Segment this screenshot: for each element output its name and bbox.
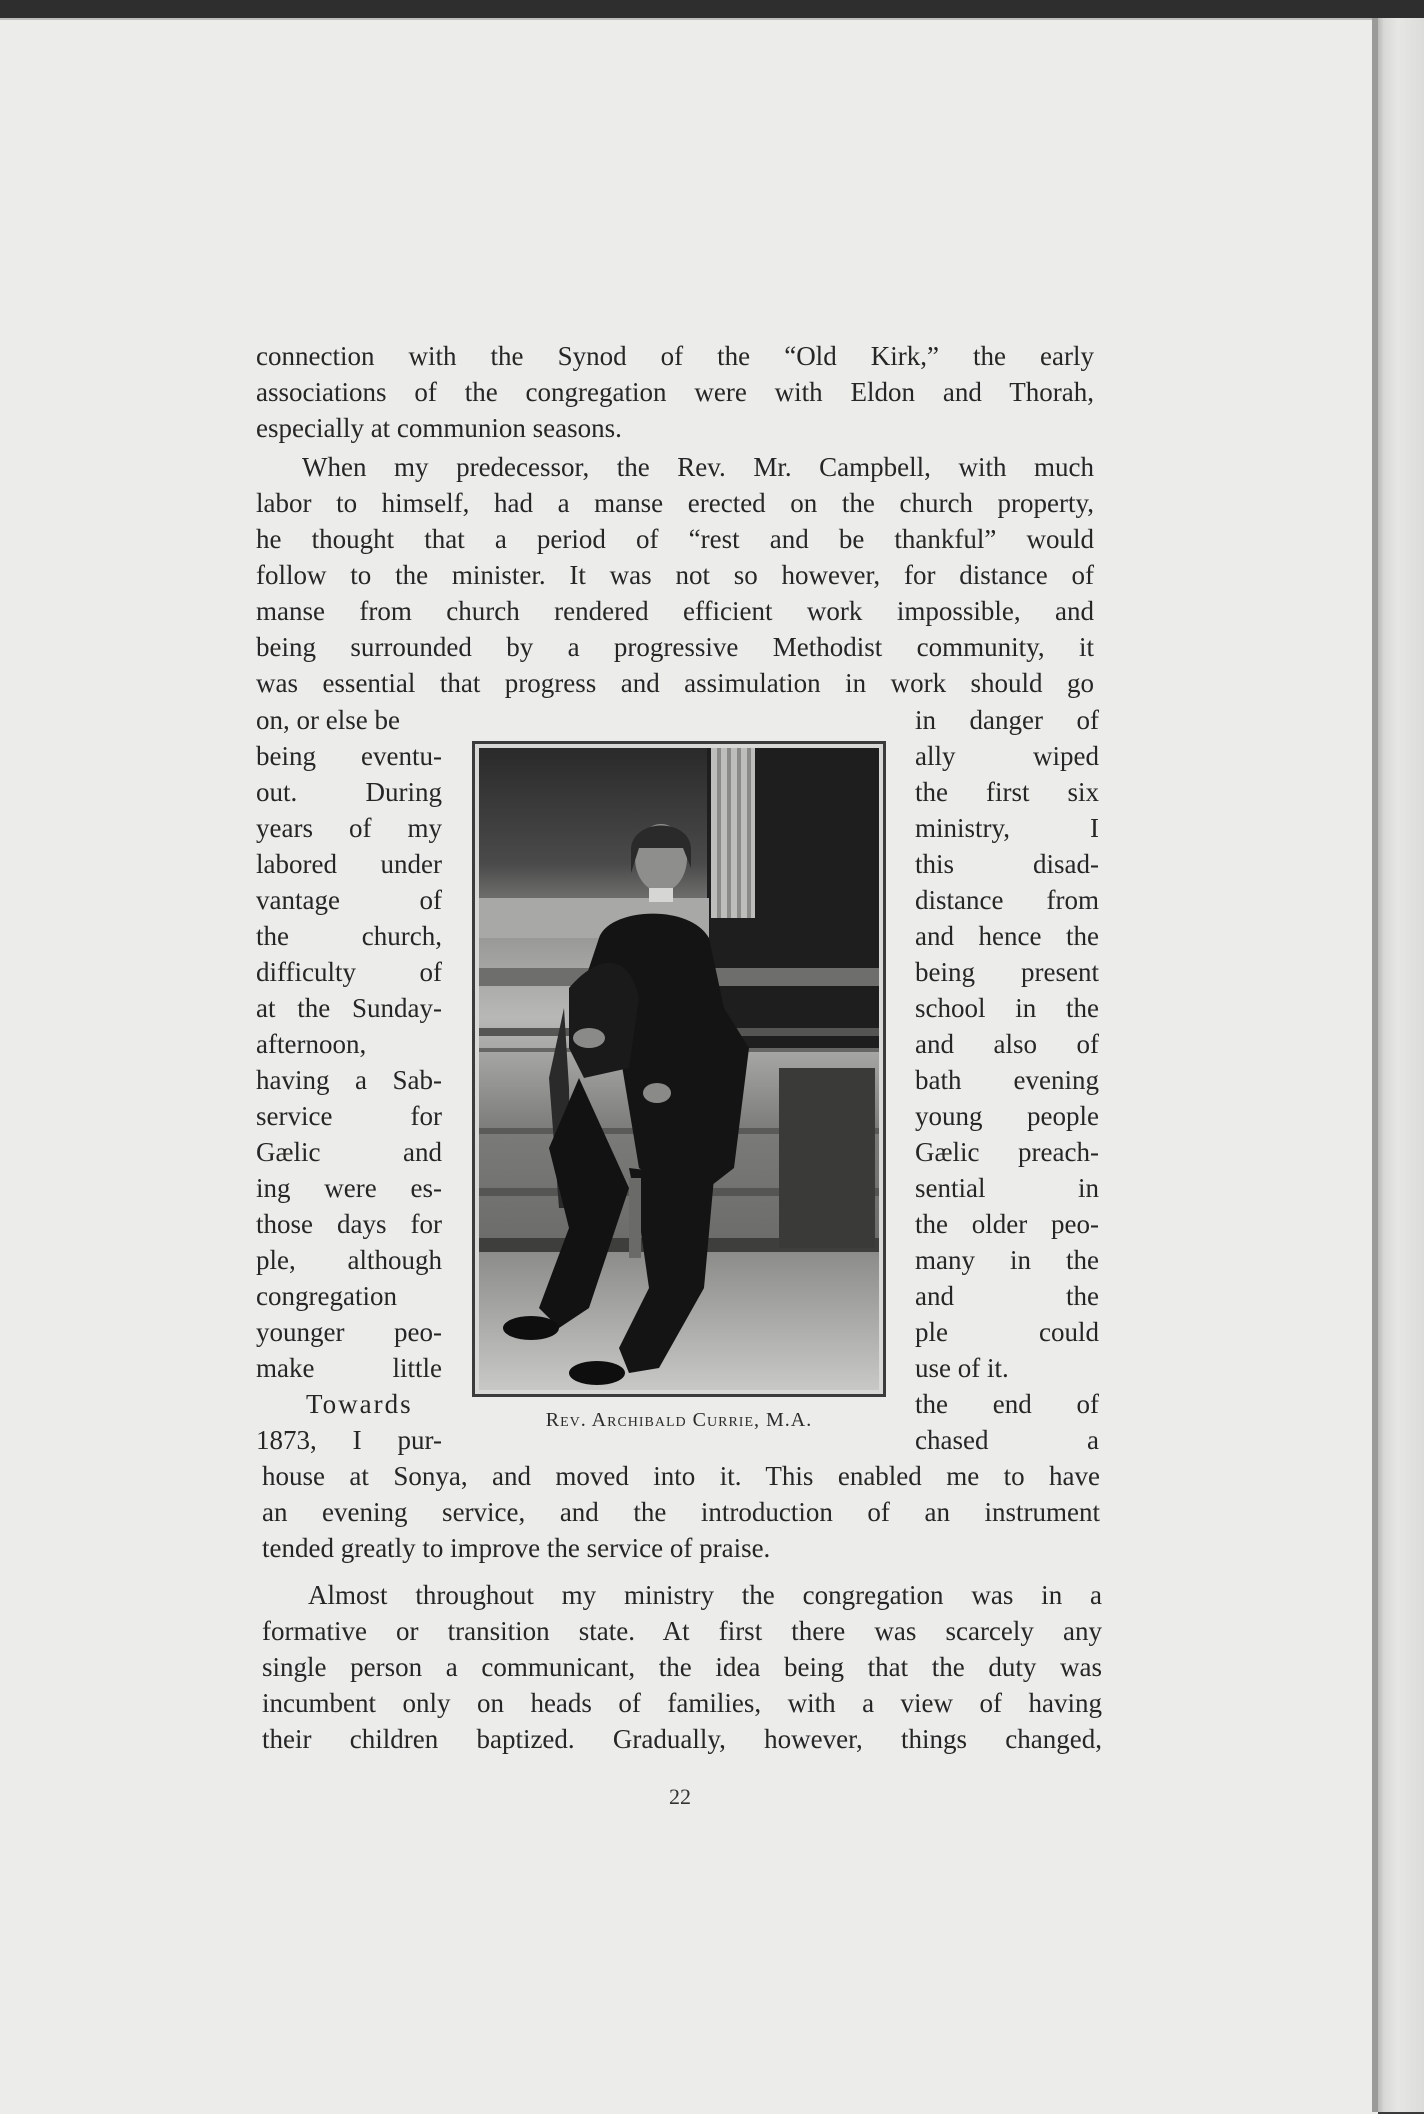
paragraph2-line: follow to the minister. It was not so however, for distance of: [256, 560, 1094, 590]
paragraph4-line: their children baptized. Gradually, however, things changed,: [262, 1724, 1102, 1754]
left-column-line: 1873, I pur-: [256, 1425, 442, 1455]
right-column-line: being present: [915, 957, 1099, 987]
right-column-line: the first six: [915, 777, 1099, 807]
left-column-line: the church,: [256, 921, 442, 951]
left-column-line: Towards: [306, 1389, 413, 1419]
portrait-photo: [472, 741, 886, 1397]
left-column-line: on, or else be: [256, 705, 400, 735]
right-column-line: use of it.: [915, 1353, 1009, 1383]
left-column-line: younger peo-: [256, 1317, 442, 1347]
right-column-line: the older peo-: [915, 1209, 1099, 1239]
left-column-line: difficulty of: [256, 957, 442, 987]
left-column-line: at the Sunday-: [256, 993, 442, 1023]
right-column-line: and hence the: [915, 921, 1099, 951]
paragraph3-line: tended greatly to improve the service of praise.: [262, 1533, 771, 1563]
right-column-line: Gælic preach-: [915, 1137, 1099, 1167]
right-column-text: [915, 702, 1099, 1458]
paragraph2-line: was essential that progress and assimulation in work should go: [256, 668, 1094, 698]
right-column-line: the end of: [915, 1389, 1099, 1419]
paragraph2-line: labor to himself, had a manse erected on the church property,: [256, 488, 1094, 518]
paragraph2-line: being surrounded by a progressive Methodist community, it: [256, 632, 1094, 662]
right-column-line: and also of: [915, 1029, 1099, 1059]
paragraph3-line: house at Sonya, and moved into it. This enabled me to have: [262, 1461, 1100, 1491]
left-column-line: years of my: [256, 813, 442, 843]
left-column-line: afternoon,: [256, 1029, 367, 1059]
figure-caption: Rev. Archibald Currie, M.A.: [545, 1409, 813, 1431]
right-column-line: ally wiped: [915, 741, 1099, 771]
page-number: 22: [669, 1784, 691, 1809]
left-column-line: labored under: [256, 849, 442, 879]
right-column-line: bath evening: [915, 1065, 1099, 1095]
left-column-line: congregation: [256, 1281, 397, 1311]
paragraph2-line: When my predecessor, the Rev. Mr. Campbell, with much: [302, 452, 1094, 482]
paragraph4-line: Almost throughout my ministry the congregation was in a: [308, 1580, 1102, 1610]
paragraph4-line: formative or transition state. At first there was scarcely any: [262, 1616, 1102, 1646]
right-column-line: and the: [915, 1281, 1099, 1311]
book-page: [0, 18, 1378, 2114]
right-column-line: distance from: [915, 885, 1099, 915]
paragraph4-line: incumbent only on heads of families, with a view of having: [262, 1688, 1102, 1718]
right-column-line: ple could: [915, 1317, 1099, 1347]
paragraph2-line: he thought that a period of “rest and be thankful” would: [256, 524, 1094, 554]
left-column-line: vantage of: [256, 885, 442, 915]
paragraph1-line: especially at communion seasons.: [256, 413, 622, 443]
paragraph-3: [262, 1458, 1100, 1566]
left-column-line: service for: [256, 1101, 442, 1131]
right-column-line: young people: [915, 1101, 1099, 1131]
paragraph-4: [262, 1577, 1102, 1757]
left-column-line: being eventu-: [256, 741, 442, 771]
right-column-line: this disad-: [915, 849, 1099, 879]
paragraph-1: [256, 338, 1094, 446]
left-column-line: make little: [256, 1353, 442, 1383]
left-column-line: those days for: [256, 1209, 442, 1239]
portrait-image: [479, 748, 879, 1390]
left-column-line: ing were es-: [256, 1173, 442, 1203]
right-column-line: sential in: [915, 1173, 1099, 1203]
left-column-line: ple, although: [256, 1245, 442, 1275]
paragraph3-line: an evening service, and the introduction of an instrument: [262, 1497, 1100, 1527]
right-column-line: ministry, I: [915, 813, 1099, 843]
left-column-text: [256, 702, 442, 1458]
right-column-line: chased a: [915, 1425, 1099, 1455]
paragraph1-line: connection with the Synod of the “Old Kirk,” the early: [256, 341, 1094, 371]
left-column-line: having a Sab-: [256, 1065, 442, 1095]
paragraph-2: [256, 449, 1094, 701]
paragraph4-line: single person a communicant, the idea being that the duty was: [262, 1652, 1102, 1682]
right-column-line: many in the: [915, 1245, 1099, 1275]
paragraph1-line: associations of the congregation were with Eldon and Thorah,: [256, 377, 1094, 407]
right-column-line: in danger of: [915, 705, 1099, 735]
next-page-edge: [1378, 18, 1424, 2112]
left-column-line: out. During: [256, 777, 442, 807]
left-column-line: Gælic and: [256, 1137, 442, 1167]
paragraph2-line: manse from church rendered efficient work impossible, and: [256, 596, 1094, 626]
right-column-line: school in the: [915, 993, 1099, 1023]
